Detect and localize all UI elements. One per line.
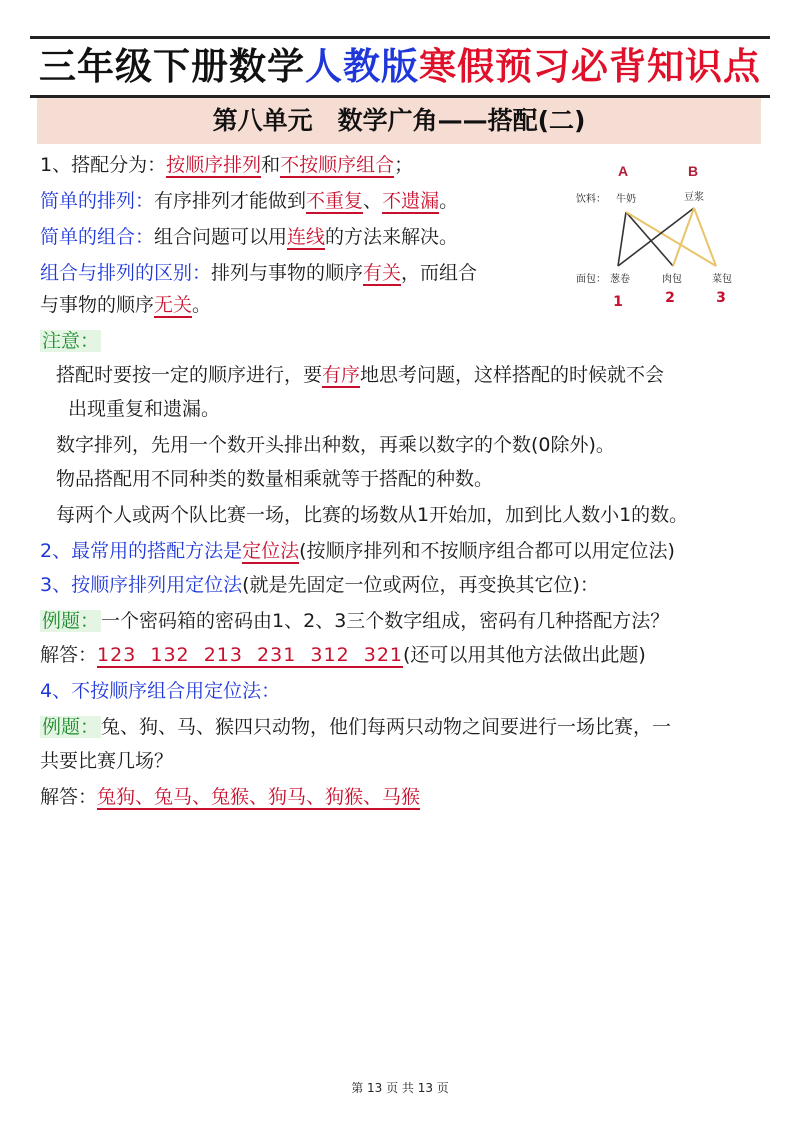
answer-1-label: 解答： [40, 644, 98, 666]
example-1 [40, 608, 669, 634]
diagram-bread-label: 面包： [576, 274, 606, 285]
diagram-number-2: 2 [665, 290, 675, 306]
title-part-edition: 人教版 [305, 45, 419, 88]
simple-combination-highlight: 连线 [287, 226, 326, 248]
diagram-bread-3: 菜包 [712, 274, 732, 285]
difference-suffix: ，而组合 [401, 262, 478, 284]
matching-diagram [568, 156, 768, 316]
answer-1-suffix: (还可以用其他方法做出此题) [403, 644, 646, 666]
difference-2-text: 与事物的顺序 [40, 294, 155, 316]
section-4: 4、不按顺序组合用定位法： [40, 680, 281, 702]
section-3-suffix: (就是先固定一位或两位，再变换其它位)： [242, 574, 599, 596]
link-milk-bread2 [626, 212, 673, 266]
link-milk-bread1 [618, 212, 626, 266]
difference-highlight: 有关 [363, 262, 402, 284]
unit-title: 第八单元 数学广角——搭配(二) [37, 98, 761, 144]
example-1-text: 一个密码箱的密码由1、2、3三个数字组成，密码有几种搭配方法？ [101, 610, 670, 632]
section-2-highlight: 定位法 [242, 540, 300, 562]
difference-label: 组合与排列的区别： [40, 262, 212, 284]
document-title [30, 36, 770, 98]
note-label-line [40, 328, 101, 354]
simple-combination-text: 组合问题可以用 [154, 226, 288, 248]
simple-permutation-label: 简单的排列： [40, 190, 155, 212]
diagram-drink-milk: 牛奶 [616, 194, 636, 205]
diagram-bread-1: 葱卷 [610, 274, 630, 285]
note-label: 注意： [42, 330, 100, 352]
simple-permutation [40, 188, 458, 214]
simple-permutation-suffix: 。 [439, 190, 459, 212]
answer-2-highlight: 兔狗、兔马、兔猴、狗马、狗猴、马猴 [97, 786, 421, 808]
diagram-drink-soymilk: 豆浆 [684, 192, 704, 203]
example-2-label: 例题： [42, 716, 100, 738]
difference-2-suffix: 。 [192, 294, 212, 316]
section-2-text: 2、最常用的搭配方法是 [40, 540, 243, 562]
example-1-label: 例题： [42, 610, 100, 632]
diagram-label-a: A [617, 163, 629, 179]
simple-permutation-highlight-1: 不重复 [306, 190, 364, 212]
difference-text: 排列与事物的顺序 [211, 262, 364, 284]
note-1-suffix: 地思考问题，这样搭配的时候就不会 [360, 364, 665, 386]
answer-1-highlight: 123 132 213 231 312 321 [97, 644, 404, 666]
point-1-suffix: ； [394, 154, 414, 176]
section-2 [40, 538, 675, 564]
simple-combination [40, 224, 458, 250]
point-1 [40, 152, 413, 178]
example-2-text: 兔、狗、马、猴四只动物，他们每两只动物之间要进行一场比赛，一 [101, 716, 672, 738]
example-2 [40, 714, 671, 740]
example-2-continued: 共要比赛几场？ [40, 750, 174, 772]
title-part-grade: 三年级下册数学 [39, 45, 305, 88]
simple-permutation-text: 有序排列才能做到 [154, 190, 307, 212]
simple-combination-label: 简单的组合： [40, 226, 155, 248]
note-1-highlight: 有序 [322, 364, 361, 386]
point-1-prefix: 1、搭配分为： [40, 154, 167, 176]
point-1-highlight-1: 按顺序排列 [166, 154, 262, 176]
diagram-number-1: 1 [613, 294, 623, 310]
difference-2-highlight: 无关 [154, 294, 193, 316]
answer-1 [40, 642, 646, 668]
diagram-number-3: 3 [716, 290, 726, 306]
section-3-text: 3、按顺序排列用定位法 [40, 574, 243, 596]
difference-line-1 [40, 260, 477, 286]
point-1-highlight-2: 不按顺序组合 [280, 154, 395, 176]
difference-line-2 [40, 292, 211, 318]
diagram-drink-label: 饮料： [576, 194, 606, 205]
simple-permutation-mid: 、 [363, 190, 383, 212]
answer-2 [40, 784, 420, 810]
page-footer: 第 13 页 共 13 页 [351, 1081, 449, 1095]
title-part-topic: 寒假预习必背知识点 [419, 45, 761, 88]
note-3: 物品搭配用不同种类的数量相乘就等于搭配的种数。 [56, 468, 494, 490]
simple-permutation-highlight-2: 不遗漏 [382, 190, 440, 212]
section-3 [40, 572, 599, 598]
note-2: 数字排列，先用一个数开头排出种数，再乘以数字的个数(0除外)。 [56, 434, 615, 456]
note-1 [56, 362, 664, 388]
section-2-suffix: (按顺序排列和不按顺序组合都可以用定位法) [299, 540, 675, 562]
diagram-bread-2: 肉包 [662, 274, 682, 285]
note-1-text: 搭配时要按一定的顺序进行，要 [56, 364, 323, 386]
link-soy-bread3 [694, 208, 716, 266]
note-1-continued: 出现重复和遗漏。 [68, 398, 221, 420]
link-milk-bread3 [626, 212, 716, 266]
point-1-mid: 和 [261, 154, 281, 176]
answer-2-label: 解答： [40, 786, 98, 808]
diagram-label-b: B [687, 163, 699, 179]
note-4: 每两个人或两个队比赛一场，比赛的场数从1开始加，加到比人数小1的数。 [56, 504, 689, 526]
simple-combination-suffix: 的方法来解决。 [325, 226, 459, 248]
